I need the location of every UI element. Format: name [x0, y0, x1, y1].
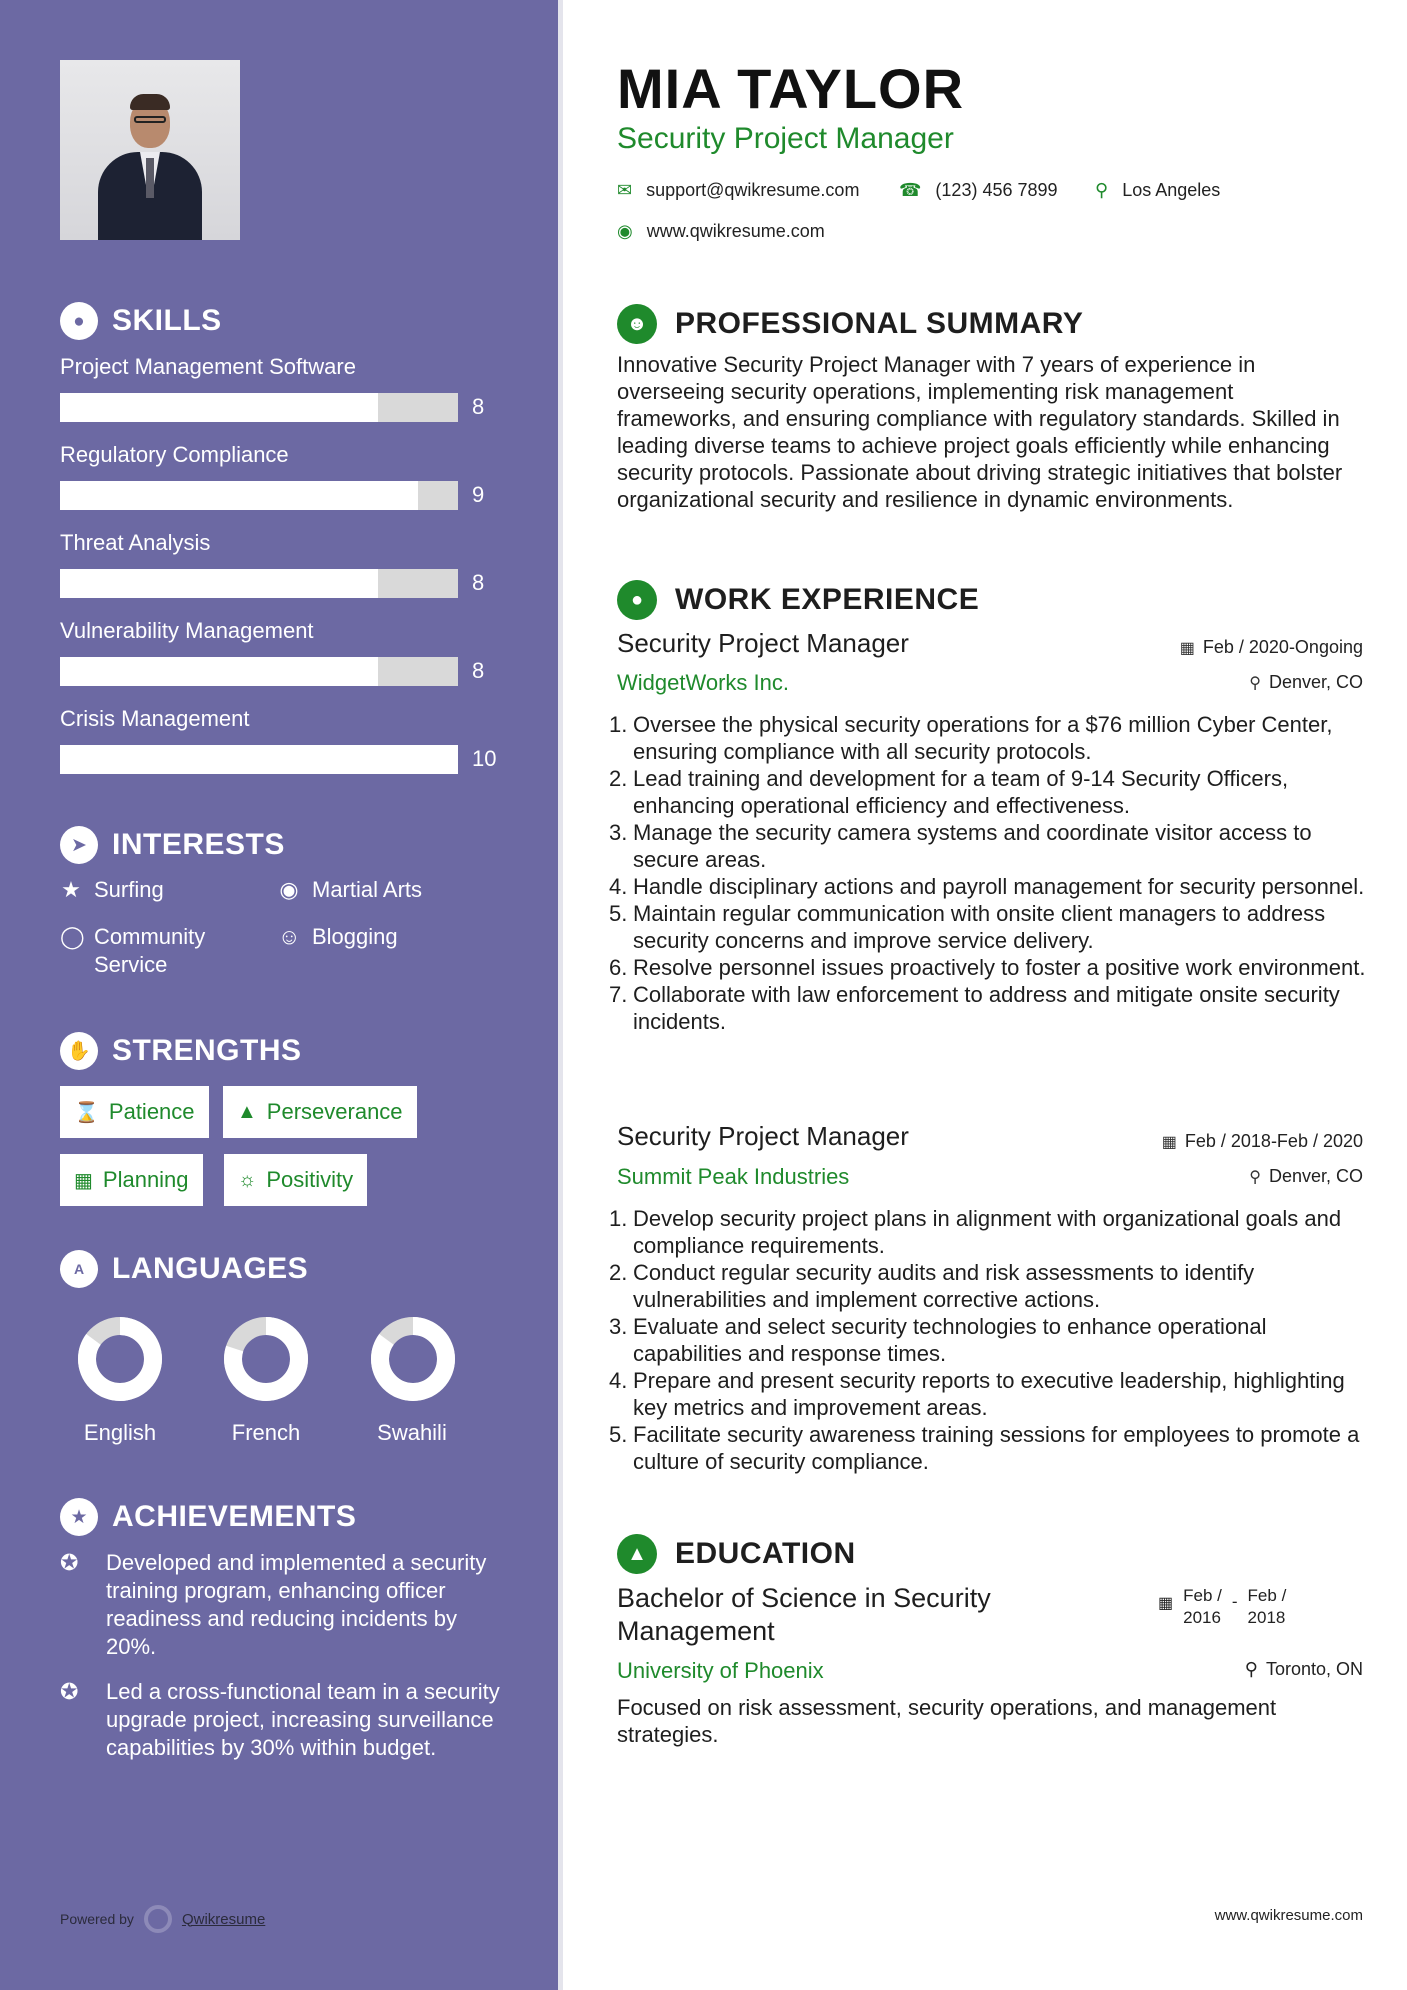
list-item: 5. Maintain regular communication with onsite client managers to address security concerns and improve service delivery. [609, 901, 1326, 953]
job-location: ⚲ Denver, CO [1249, 672, 1363, 692]
star-icon: ✪ [60, 1550, 79, 1575]
language-icon: A​ [60, 1250, 98, 1288]
globe-icon: ◉ [617, 221, 633, 241]
skill-item: Vulnerability Management 8 [60, 618, 500, 644]
education-description: Focused on risk assessment, security operations, and management strategies. [617, 1695, 1277, 1747]
strength-chip: ☼ Positivity [224, 1154, 367, 1206]
phone-icon: ☎ [899, 180, 922, 200]
calendar-icon: ▦ [1179, 639, 1195, 657]
globe-icon: ◉ [279, 877, 299, 902]
paper-plane-icon: ➤ [60, 826, 98, 864]
powered-by: Powered by Qwikresume [60, 1905, 265, 1933]
list-item: 3. Manage the security camera systems and coordinate visitor access to secure areas. [609, 820, 1312, 872]
star-badge-icon: ★ [60, 1498, 98, 1536]
interest-item: ☺ Blogging [278, 924, 398, 949]
list-item: 1. Oversee the physical security operations for a $76 million Cyber Center, ensuring compliance with all security protocols. [609, 712, 1333, 764]
education-heading: ▲ EDUCATION [617, 1534, 856, 1574]
job-bullets [609, 711, 1377, 1035]
calendar-icon: ▦ [1158, 1595, 1174, 1612]
list-item: 7. Collaborate with law enforcement to address and mitigate onsite security incidents. [609, 982, 1340, 1034]
achievement-item: ✪ Developed and implemented a security training program, enhancing officer readiness and reducing incidents by 20%. [60, 1550, 487, 1659]
job-company: WidgetWorks Inc. [617, 670, 789, 695]
footer-url[interactable]: www.qwikresume.com [1214, 1907, 1363, 1924]
pin-icon: ⚲ [1244, 1659, 1258, 1679]
job-dates: ▦ Feb / 2018-Feb / 2020 [1161, 1131, 1363, 1151]
achievements-heading: ★ ACHIEVEMENTS [60, 1498, 356, 1536]
education-school: University of Phoenix [617, 1658, 824, 1683]
list-item: 3. Evaluate and select security technologies to enhance operational capabilities and response times. [609, 1314, 1267, 1366]
skill-item: Project Management Software 8 [60, 354, 500, 380]
list-item: 4. Handle disciplinary actions and payroll management for security personnel. [609, 874, 1365, 899]
graduation-icon: ▲ [617, 1534, 657, 1574]
experience-heading: ● WORK EXPERIENCE [617, 580, 979, 620]
list-item: 5. Facilitate security awareness training sessions for employees to promote a culture of security compliance. [609, 1422, 1360, 1474]
contact-phone[interactable]: ☎ (123) 456 7899 [899, 180, 1058, 200]
contact-email[interactable]: ✉ support@qwikresume.com [617, 180, 860, 200]
qwikresume-logo-icon [144, 1905, 172, 1933]
job-dates: ▦ Feb / 2020-Ongoing [1179, 637, 1363, 657]
job-company: Summit Peak Industries [617, 1164, 850, 1189]
skill-item: Regulatory Compliance 9 [60, 442, 500, 468]
job-location: ⚲ Denver, CO [1249, 1166, 1363, 1186]
languages-heading: A​ LANGUAGES [60, 1250, 308, 1288]
contact-location: ⚲ Los Angeles [1095, 180, 1221, 200]
interest-item: ◉ Martial Arts [279, 877, 423, 902]
strengths-heading: ✋ STRENGTHS [60, 1032, 302, 1070]
star-icon: ✪ [60, 1679, 79, 1704]
lightbulb-icon: ● [60, 302, 98, 340]
list-item: 4. Prepare and present security reports to executive leadership, highlighting key metrics and improvement areas. [609, 1368, 1345, 1420]
skill-bar [60, 657, 458, 686]
interest-item: ★ Surfing [61, 877, 164, 902]
language-label: Swahili [377, 1420, 447, 1445]
users-icon: ☺ [278, 924, 301, 949]
education-degree: Bachelor of Science in Security Management [617, 1583, 991, 1646]
candidate-name: MIA TAYLOR [617, 57, 965, 120]
map-pin-icon: ⚲ [1095, 180, 1109, 200]
language-donut [77, 1316, 163, 1402]
language-donut [223, 1316, 309, 1402]
pin-icon: ⚲ [1249, 1168, 1261, 1186]
contact-website[interactable]: ◉ www.qwikresume.com [617, 221, 825, 241]
shield-icon: ◯ [60, 924, 85, 949]
skills-heading: ● SKILLS [60, 302, 222, 340]
list-item: 2. Lead training and development for a team of 9-14 Security Officers, enhancing operational efficiency and effectiveness. [609, 766, 1289, 818]
skill-bar [60, 481, 458, 510]
skill-item: Crisis Management 10 [60, 706, 500, 732]
main-content [563, 0, 1407, 1990]
qwikresume-link[interactable]: Qwikresume [181, 1910, 266, 1928]
sidebar [0, 0, 558, 1990]
strength-chip: ⌛ Patience [60, 1086, 209, 1138]
job-bullets [609, 1205, 1377, 1475]
achievement-item: ✪ Led a cross-functional team in a security upgrade project, increasing surveillance capabilities by 30% within budget. [60, 1679, 500, 1760]
sun-icon: ☼ [238, 1168, 257, 1191]
envelope-icon: ✉ [617, 180, 633, 200]
list-item: 6. Resolve personnel issues proactively to foster a positive work environment. [609, 955, 1366, 980]
fist-icon: ✋ [60, 1032, 98, 1070]
star-icon: ★ [61, 877, 81, 902]
calendar-icon: ▦ [74, 1169, 93, 1192]
strength-chip: ▦ Planning [60, 1154, 203, 1206]
summary-heading: ☻ PROFESSIONAL SUMMARY [617, 304, 1083, 344]
candidate-title: Security Project Manager [617, 122, 954, 155]
list-item: 2. Conduct regular security audits and risk assessments to identify vulnerabilities and implement corrective actions. [609, 1260, 1255, 1312]
education-dates: ▦ Feb / 2016 - Feb / 2018 [1158, 1586, 1287, 1627]
skill-bar [60, 393, 458, 422]
road-icon: ▲ [237, 1100, 257, 1123]
profile-photo [60, 60, 240, 240]
language-donut [370, 1316, 456, 1402]
job-role: Security Project Manager [617, 628, 909, 658]
interests-heading: ➤ INTERESTS [60, 826, 285, 864]
summary-text: Innovative Security Project Manager with 7 years of experience in overseeing security operations, implementing risk management frameworks, and ensuring compliance with regulatory standards. Skilled in leading diverse teams to achieve project goals efficiently while enhancing security protocols. Passionate about driving strategic initiatives that bolster organizational security and resilience in dynamic environments. [617, 352, 1343, 512]
skill-bar [60, 745, 458, 774]
user-icon: ☻ [617, 304, 657, 344]
skill-item: Threat Analysis 8 [60, 530, 500, 556]
calendar-icon: ▦ [1161, 1133, 1177, 1151]
strength-chip: ▲ Perseverance [223, 1086, 417, 1138]
job-role: Security Project Manager [617, 1121, 909, 1151]
pin-icon: ⚲ [1249, 674, 1261, 692]
interest-item: ◯ Community Service [60, 924, 206, 977]
skill-bar [60, 569, 458, 598]
hourglass-icon: ⌛ [74, 1101, 99, 1124]
list-item: 1. Develop security project plans in alignment with organizational goals and compliance requirements. [609, 1206, 1342, 1258]
language-label: English [83, 1420, 157, 1445]
briefcase-icon: ● [617, 580, 657, 620]
language-label: French [231, 1420, 301, 1445]
education-location: ⚲ Toronto, ON [1244, 1659, 1363, 1679]
